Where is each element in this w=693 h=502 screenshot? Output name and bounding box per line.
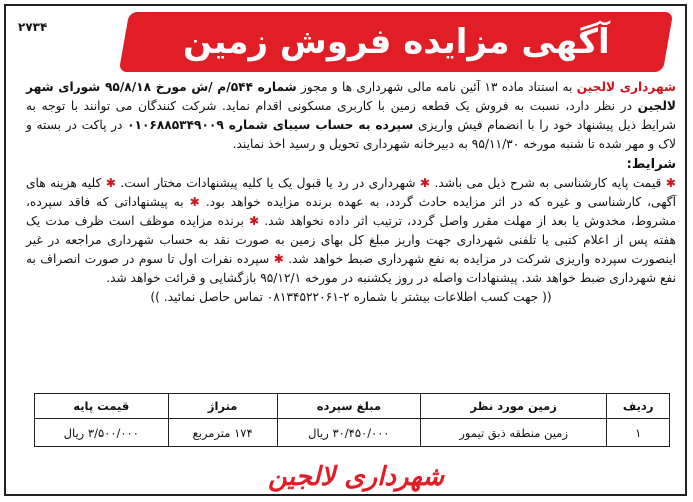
intro-paragraph bbox=[26, 78, 676, 154]
header-row-number: ردیف bbox=[607, 394, 670, 419]
conditions-list bbox=[26, 174, 676, 288]
condition-item: به پیشنهاداتی که فاقد سپرده، مشروط، مخدوش یا بعد از مهلت مقرر واصل گردد، ترتیب اثر داده نخواهد شد. bbox=[26, 195, 677, 228]
header-land: زمین مورد نظر bbox=[421, 394, 607, 419]
intro-part3: در پاکت در بسته و لاک و مهر شده تا شنبه مورخه ۹۵/۱۱/۳۰ به دبیرخانه شهرداری تحویل و رسید اخذ نمایند. bbox=[26, 118, 676, 151]
table-row bbox=[35, 419, 670, 447]
account-text: سپرده به حساب سیبای شماره ۰۱۰۶۸۸۵۳۴۹۰۰۹ bbox=[127, 118, 414, 132]
header-area: متراژ bbox=[168, 394, 277, 419]
title-banner bbox=[121, 14, 671, 70]
banner-title: آگهی مزایده فروش زمین bbox=[182, 22, 610, 62]
star-icon: ✱ bbox=[101, 176, 116, 190]
permit-text: شماره ۵۴۴/م /ش مورخ ۹۵/۸/۱۸ شورای شهر لالجین bbox=[26, 80, 676, 113]
ad-frame bbox=[4, 4, 687, 496]
cell-row-number: ۱ bbox=[607, 419, 670, 447]
condition-item: کلیه هزینه های آگهی، کارشناسی و غیره که در اثر مزایده حادث گردد، به عهده برنده مزایده خواهد بود. bbox=[26, 176, 676, 209]
intro-part1: به استناد ماده ۱۳ آئین نامه مالی شهرداری ها و مجوز bbox=[296, 80, 577, 94]
condition-item: برنده مزایده موظف است ظرف مدت یک هفته پس از اعلام کتبی یا تلفنی شهرداری جهت واریز مبلغ کل بهای زمین به صورت نقد به حساب شهرداری مراجعه در غیر اینصورت سپرده واریزی شرکت در مزایده به نفع شهرداری ضبط خواهد شد. bbox=[26, 214, 676, 266]
cell-area: ۱۷۴ مترمربع bbox=[168, 419, 277, 447]
cell-base-price: ۳/۵۰۰/۰۰۰ ریال bbox=[35, 419, 169, 447]
ad-code: ۲۷۳۴ bbox=[18, 20, 48, 34]
condition-item: سپرده نفرات اول تا سوم در صورت انصراف به نفع شهرداری ضبط خواهد شد. پیشنهادات واصله در روز یکشنبه در مورخه ۹۵/۱۲/۱ بازگشایی و قرائت خواهد شد. bbox=[26, 252, 676, 285]
org-name: شهرداری لالجین bbox=[576, 80, 677, 94]
condition-item: شهرداری در رد یا قبول یک یا کلیه پیشنهادات مختار است. bbox=[120, 176, 416, 190]
star-icon: ✱ bbox=[183, 195, 200, 209]
footer-signature: شهرداری لالجین bbox=[267, 462, 445, 492]
auction-table bbox=[34, 393, 670, 447]
conditions-title: شرایط: bbox=[626, 157, 676, 172]
cell-deposit: ۳۰/۴۵۰/۰۰۰ ریال bbox=[277, 419, 420, 447]
intro-part2: در نظر دارد، نسبت به فروش یک قطعه زمین با کاربری مسکونی اقدام نماید. شرکت کنندگان می توانند با توجه به شرایط ذیل پیشنهاد خود را با انضمام فیش واریزی bbox=[26, 99, 677, 132]
ad-body bbox=[26, 78, 676, 307]
header-deposit: مبلغ سپرده bbox=[277, 394, 420, 419]
star-icon: ✱ bbox=[415, 176, 431, 190]
cell-land: زمین منطقه ذبق تیمور bbox=[421, 419, 607, 447]
contact-line: (( جهت کسب اطلاعات بیشتر با شماره ۲-۰۸۱۳۴۵۲۲۰۶۱ تماس حاصل نمائید. )) bbox=[150, 290, 552, 304]
star-icon: ✱ bbox=[661, 176, 676, 190]
table-header-row bbox=[35, 394, 670, 419]
condition-item: قیمت پایه کارشناسی به شرح ذیل می باشد. bbox=[434, 176, 662, 190]
star-icon: ✱ bbox=[269, 252, 284, 266]
header-base-price: قیمت پایه bbox=[35, 394, 169, 419]
star-icon: ✱ bbox=[243, 214, 260, 228]
